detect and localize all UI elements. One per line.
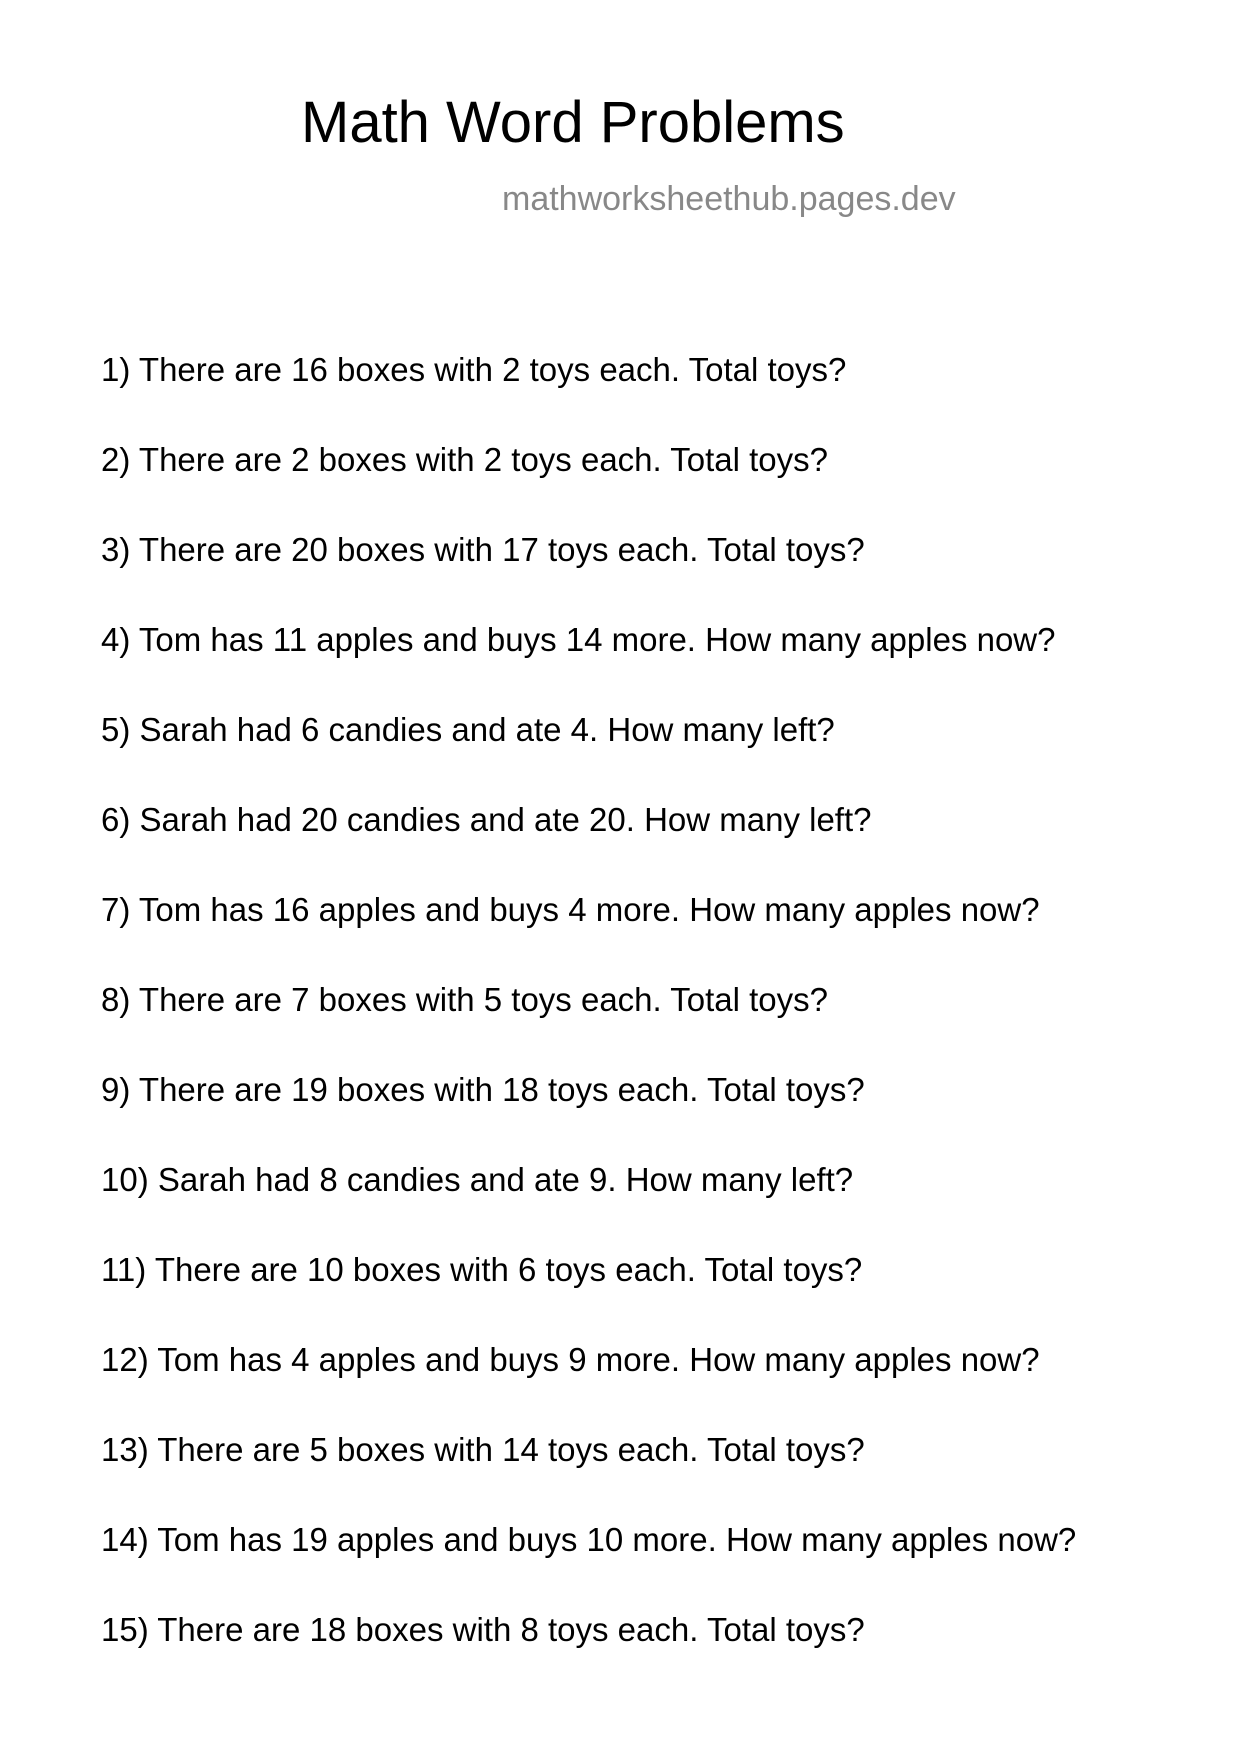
problem-item: 13) There are 5 boxes with 14 toys each. Total toys?: [101, 1431, 865, 1468]
problem-item: 8) There are 7 boxes with 5 toys each. Total toys?: [101, 981, 829, 1018]
problem-item: 9) There are 19 boxes with 18 toys each. Total toys?: [101, 1071, 865, 1108]
problem-item: 7) Tom has 16 apples and buys 4 more. How many apples now?: [101, 891, 1040, 928]
problem-item: 10) Sarah had 8 candies and ate 9. How many left?: [101, 1161, 854, 1198]
source-url: mathworksheethub.pages.dev: [502, 180, 956, 218]
problem-item: 2) There are 2 boxes with 2 toys each. Total toys?: [101, 441, 829, 478]
problem-item: 5) Sarah had 6 candies and ate 4. How many left?: [101, 711, 835, 748]
problem-item: 3) There are 20 boxes with 17 toys each. Total toys?: [101, 531, 865, 568]
problem-item: 14) Tom has 19 apples and buys 10 more. How many apples now?: [101, 1521, 1077, 1558]
problem-list: [101, 349, 1076, 1699]
problem-item: 11) There are 10 boxes with 6 toys each. Total toys?: [101, 1251, 863, 1288]
problem-item: 6) Sarah had 20 candies and ate 20. How many left?: [101, 801, 872, 838]
problem-item: 12) Tom has 4 apples and buys 9 more. How many apples now?: [101, 1341, 1040, 1378]
worksheet-title: Math Word Problems: [301, 90, 845, 155]
problem-item: 4) Tom has 11 apples and buys 14 more. How many apples now?: [101, 621, 1056, 658]
problem-item: 1) There are 16 boxes with 2 toys each. Total toys?: [101, 351, 847, 388]
problem-item: 15) There are 18 boxes with 8 toys each. Total toys?: [101, 1611, 865, 1648]
